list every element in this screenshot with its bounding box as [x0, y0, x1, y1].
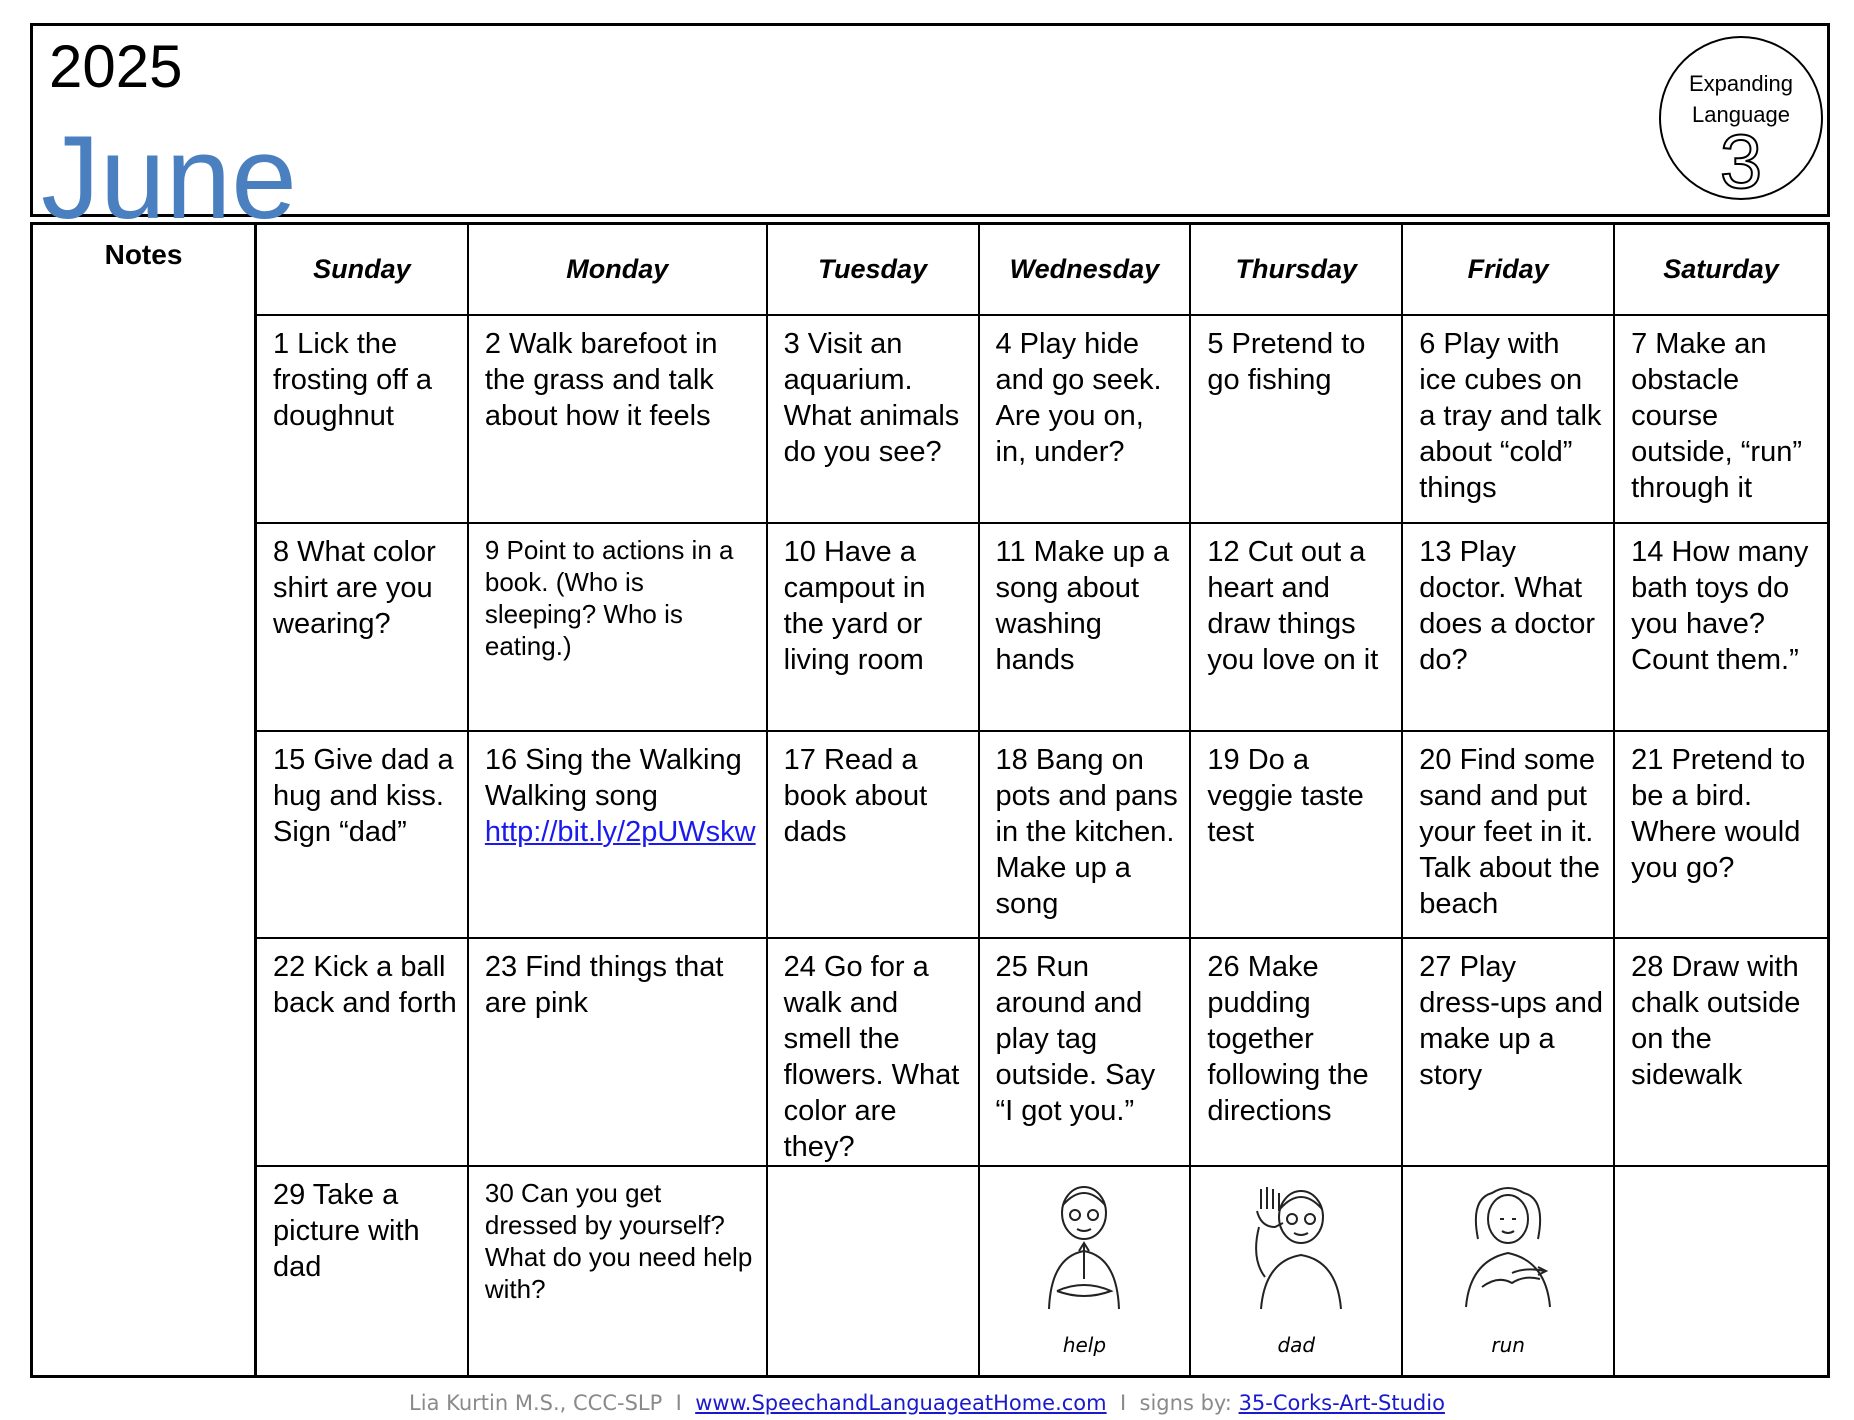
day-cell-18: 18 Bang on pots and pans in the kitchen. Make up a song: [980, 732, 1192, 940]
sign-cell-dad: [1191, 1167, 1403, 1375]
dad-sign: [1191, 1167, 1401, 1375]
empty-cell: [1615, 1167, 1827, 1375]
notes-column: [33, 225, 257, 1375]
day-header-friday: Friday: [1403, 225, 1615, 316]
day-header-wednesday: Wednesday: [980, 225, 1192, 316]
badge-line-1: Expanding: [1689, 71, 1793, 96]
website-link[interactable]: www.SpeechandLanguageatHome.com: [695, 1391, 1107, 1415]
day-cell-14: 14 How many bath toys do you have? Count them.”: [1615, 524, 1827, 732]
walking-song-link[interactable]: http://bit.ly/2pUWskw: [484, 815, 756, 848]
day-header-thursday: Thursday: [1191, 225, 1403, 316]
day-cell-6: 6 Play with ice cubes on a tray and talk about “cold” things: [1403, 316, 1615, 524]
day-cell-22: 22 Kick a ball back and forth: [257, 939, 469, 1167]
calendar-header: [30, 23, 1830, 244]
day-cell-13: 13 Play doctor. What does a doctor do?: [1403, 524, 1615, 732]
day-header-sunday: Sunday: [257, 225, 469, 316]
footer-separator: I: [1119, 1391, 1127, 1415]
day-cell-16: [469, 732, 768, 940]
notes-title: Notes: [104, 239, 183, 270]
day-cell-27: 27 Play dress-ups and make up a story: [1403, 939, 1615, 1167]
day-cell-1: 1 Lick the frosting off a doughnut: [257, 316, 469, 524]
help-sign-label: help: [1062, 1333, 1107, 1357]
day-cell-17: 17 Read a book about dads: [768, 732, 980, 940]
day-cell-29: 29 Take a picture with dad: [257, 1167, 469, 1375]
year-label: 2025: [49, 33, 183, 100]
badge-number: 3: [1719, 120, 1763, 205]
day-cell-26: 26 Make pudding together following the directions: [1191, 939, 1403, 1167]
sign-cell-help: [980, 1167, 1192, 1375]
day-cell-11: 11 Make up a song about washing hands: [980, 524, 1192, 732]
day-cell-12: 12 Cut out a heart and draw things you love on it: [1191, 524, 1403, 732]
day-cell-19: 19 Do a veggie taste test: [1191, 732, 1403, 940]
calendar-grid: [257, 225, 1827, 1375]
day-cell-21: 21 Pretend to be a bird. Where would you go?: [1615, 732, 1827, 940]
footer: [0, 1391, 1854, 1415]
day-cell-9: 9 Point to actions in a book. (Who is sleeping? Who is eating.): [469, 524, 768, 732]
day-cell-15: 15 Give dad a hug and kiss. Sign “dad”: [257, 732, 469, 940]
day-cell-2: 2 Walk barefoot in the grass and talk about how it feels: [469, 316, 768, 524]
day-cell-4: 4 Play hide and go seek. Are you on, in, under?: [980, 316, 1192, 524]
footer-author: Lia Kurtin M.S., CCC-SLP: [409, 1391, 663, 1415]
day-cell-16-text: 16 Sing the Walking Walking song: [484, 743, 742, 812]
day-header-tuesday: Tuesday: [768, 225, 980, 316]
expanding-language-badge: [1659, 36, 1823, 205]
run-sign-illustration-icon: [1448, 1179, 1568, 1329]
run-sign: [1403, 1167, 1613, 1375]
artist-link[interactable]: 35-Corks-Art-Studio: [1238, 1391, 1445, 1415]
run-sign-label: run: [1491, 1333, 1525, 1357]
dad-sign-illustration-icon: [1231, 1179, 1361, 1329]
sign-cell-run: [1403, 1167, 1615, 1375]
footer-signs-by: signs by:: [1139, 1391, 1232, 1415]
day-cell-28: 28 Draw with chalk outside on the sidewalk: [1615, 939, 1827, 1167]
day-cell-10: 10 Have a campout in the yard or living room: [768, 524, 980, 732]
help-sign-illustration-icon: [1029, 1179, 1139, 1329]
day-cell-7: 7 Make an obstacle course outside, “run” through it: [1615, 316, 1827, 524]
day-cell-20: 20 Find some sand and put your feet in it. Talk about the beach: [1403, 732, 1615, 940]
day-cell-25: 25 Run around and play tag outside. Say “I got you.”: [980, 939, 1192, 1167]
footer-separator: I: [675, 1391, 682, 1415]
calendar-table: [30, 222, 1830, 1378]
month-title: June: [41, 112, 297, 244]
day-cell-30: 30 Can you get dressed by yourself? What do you need help with?: [469, 1167, 768, 1375]
day-cell-8: 8 What color shirt are you wearing?: [257, 524, 469, 732]
day-cell-24: 24 Go for a walk and smell the flowers. What color are they?: [768, 939, 980, 1167]
badge-line-2: Language: [1692, 102, 1790, 127]
day-cell-3: 3 Visit an aquarium. What animals do you see?: [768, 316, 980, 524]
day-header-saturday: Saturday: [1615, 225, 1827, 316]
day-cell-5: 5 Pretend to go fishing: [1191, 316, 1403, 524]
day-header-monday: Monday: [469, 225, 768, 316]
help-sign: [980, 1167, 1190, 1375]
dad-sign-label: dad: [1277, 1333, 1316, 1357]
day-cell-23: 23 Find things that are pink: [469, 939, 768, 1167]
empty-cell: [768, 1167, 980, 1375]
